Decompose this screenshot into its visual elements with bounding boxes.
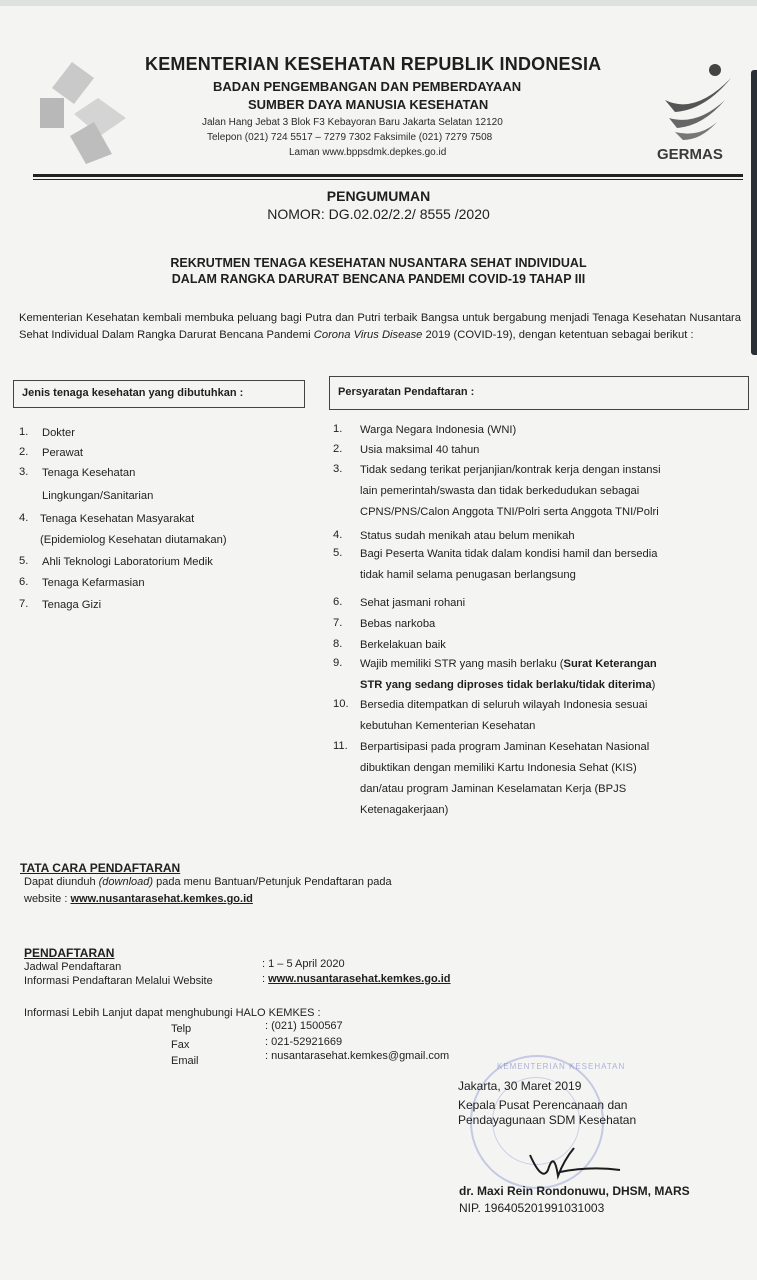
- right-item-text: Warga Negara Indonesia (WNI): [360, 424, 517, 436]
- signature-scribble: [520, 1140, 630, 1185]
- subject-line-1: REKRUTMEN TENAGA KESEHATAN NUSANTARA SEHAT INDIVIDUAL: [170, 256, 587, 270]
- right-item-text: Wajib memiliki STR yang masih berlaku (Surat Keterangan: [360, 658, 657, 670]
- right-item-number: 9.: [333, 657, 343, 669]
- website: Laman www.bppsdmk.depkes.go.id: [289, 147, 447, 158]
- right-item-text: Usia maksimal 40 tahun: [360, 444, 480, 456]
- right-item-number: 3.: [333, 463, 343, 475]
- contact-intro: Informasi Lebih Lanjut dapat menghubungi HALO KEMKES :: [24, 1007, 321, 1019]
- right-item-text: STR yang sedang diproses tidak berlaku/tidak diterima): [360, 679, 656, 691]
- right-item-number: 8.: [333, 638, 343, 650]
- germas-logo-text: GERMAS: [657, 146, 723, 163]
- left-item-text: Perawat: [42, 447, 84, 459]
- pendaftaran-heading: PENDAFTARAN: [24, 946, 115, 960]
- address: Jalan Hang Jebat 3 Blok F3 Kebayoran Baru Jakarta Selatan 12120: [202, 117, 503, 128]
- telp-value: : (021) 1500567: [265, 1020, 343, 1032]
- email-label: Email: [171, 1055, 199, 1067]
- right-item-text: Status sudah menikah atau belum menikah: [360, 530, 575, 542]
- right-item-text: Berpartisipasi pada program Jaminan Kesehatan Nasional: [360, 741, 650, 753]
- right-item-number: 4.: [333, 529, 343, 541]
- info-label: Informasi Pendaftaran Melalui Website: [24, 975, 213, 987]
- signatory-nip: NIP. 196405201991031003: [459, 1201, 605, 1215]
- place-date: Jakarta, 30 Maret 2019: [458, 1079, 582, 1093]
- left-item-number: 5.: [19, 555, 29, 567]
- left-item-number: 6.: [19, 576, 29, 588]
- left-item-text: Ahli Teknologi Laboratorium Medik: [42, 556, 213, 568]
- left-item-number: 1.: [19, 426, 29, 438]
- fax-value: : 021-52921669: [265, 1036, 343, 1048]
- announcement-title: PENGUMUMAN: [326, 188, 431, 204]
- tata-cara-line-1: Dapat diunduh (download) pada menu Bantuan/Petunjuk Pendaftaran pada: [24, 876, 392, 888]
- tata-cara-line-2: website : www.nusantarasehat.kemkes.go.id: [24, 893, 253, 905]
- left-item-text: Tenaga Kesehatan: [42, 467, 136, 479]
- right-item-number: 2.: [333, 443, 343, 455]
- info-value: : www.nusantarasehat.kemkes.go.id: [262, 973, 451, 985]
- telp-label: Telp: [171, 1023, 192, 1035]
- right-column-heading: Persyaratan Pendaftaran :: [329, 376, 749, 410]
- left-item-text: Dokter: [42, 427, 75, 439]
- nusantarasehat-link[interactable]: www.nusantarasehat.kemkes.go.id: [70, 893, 253, 905]
- right-item-text: Bebas narkoba: [360, 618, 436, 630]
- signatory-name: dr. Maxi Rein Rondonuwu, DHSM, MARS: [459, 1184, 690, 1198]
- header-rule-thin: [33, 179, 743, 180]
- left-item-text: Tenaga Kefarmasian: [42, 577, 145, 589]
- right-item-text: dibuktikan dengan memiliki Kartu Indonesia Sehat (KIS): [360, 762, 637, 774]
- schedule-value: : 1 – 5 April 2020: [262, 958, 345, 970]
- position-line-1: Kepala Pusat Perencanaan dan: [458, 1098, 628, 1112]
- kemkes-logo-icon: [34, 58, 130, 168]
- left-item-number: 4.: [19, 512, 29, 524]
- right-item-number: 10.: [333, 698, 349, 710]
- header-rule-thick: [33, 174, 743, 177]
- tata-cara-heading: TATA CARA PENDAFTARAN: [20, 861, 181, 875]
- right-item-number: 11.: [333, 740, 348, 752]
- agency-line-1: BADAN PENGEMBANGAN DAN PEMBERDAYAAN: [213, 79, 522, 94]
- right-item-text: Tidak sedang terikat perjanjian/kontrak kerja dengan instansi: [360, 464, 661, 476]
- ministry-name: KEMENTERIAN KESEHATAN REPUBLIK INDONESIA: [145, 54, 602, 74]
- right-item-text: kebutuhan Kementerian Kesehatan: [360, 720, 536, 732]
- agency-line-2: SUMBER DAYA MANUSIA KESEHATAN: [248, 97, 489, 112]
- left-column-heading: Jenis tenaga kesehatan yang dibutuhkan :: [13, 380, 305, 408]
- phone: Telepon (021) 724 5517 – 7279 7302 Faksimile (021) 7279 7508: [207, 132, 493, 143]
- right-item-number: 7.: [333, 617, 343, 629]
- right-item-text: lain pemerintah/swasta dan tidak berkedudukan sebagai: [360, 485, 640, 497]
- intro-paragraph: Kementerian Kesehatan kembali membuka peluang bagi Putra dan Putri terbaik Bangsa untuk bergabung menjadi Tenaga Kesehatan Nusantara Sehat Individual Dalam Rangka Darurat Bencana Pandemi Corona Virus Disease 2019 (COVID-19), dengan ketentuan sebagai berikut :: [19, 312, 741, 341]
- right-item-text: Ketenagakerjaan): [360, 804, 449, 816]
- left-item-text: Tenaga Kesehatan Masyarakat: [40, 513, 195, 525]
- right-item-number: 1.: [333, 423, 343, 435]
- right-item-text: dan/atau program Jaminan Keselamatan Kerja (BPJS: [360, 783, 627, 795]
- right-item-text: Bagi Peserta Wanita tidak dalam kondisi hamil dan bersedia: [360, 548, 658, 560]
- nusantarasehat-link-2[interactable]: www.nusantarasehat.kemkes.go.id: [268, 973, 451, 985]
- right-item-number: 5.: [333, 547, 343, 559]
- fax-label: Fax: [171, 1039, 190, 1051]
- right-item-text: CPNS/PNS/Calon Anggota TNI/Polri serta Anggota TNI/Polri: [360, 506, 659, 518]
- position-line-2: Pendayagunaan SDM Kesehatan: [458, 1113, 637, 1127]
- stamp-text: KEMENTERIAN KESEHATAN: [497, 1062, 626, 1071]
- announcement-number: NOMOR: DG.02.02/2.2/ 8555 /2020: [267, 206, 490, 222]
- left-item-number: 7.: [19, 598, 29, 610]
- right-item-text: Berkelakuan baik: [360, 639, 446, 651]
- schedule-label: Jadwal Pendaftaran: [24, 961, 122, 973]
- subject-line-2: DALAM RANGKA DARURAT BENCANA PANDEMI COVID-19 TAHAP III: [171, 272, 586, 286]
- left-item-text: Tenaga Gizi: [42, 599, 102, 611]
- right-item-text: tidak hamil selama penugasan berlangsung: [360, 569, 576, 581]
- email-value: : nusantarasehat.kemkes@gmail.com: [265, 1050, 450, 1062]
- left-item-number: 3.: [19, 466, 29, 478]
- right-item-number: 6.: [333, 596, 343, 608]
- right-item-text: Bersedia ditempatkan di seluruh wilayah Indonesia sesuai: [360, 699, 648, 711]
- left-item-text: Lingkungan/Sanitarian: [42, 490, 154, 502]
- right-item-text: Sehat jasmani rohani: [360, 597, 466, 609]
- left-item-number: 2.: [19, 446, 29, 458]
- left-item-text: (Epidemiolog Kesehatan diutamakan): [40, 534, 227, 546]
